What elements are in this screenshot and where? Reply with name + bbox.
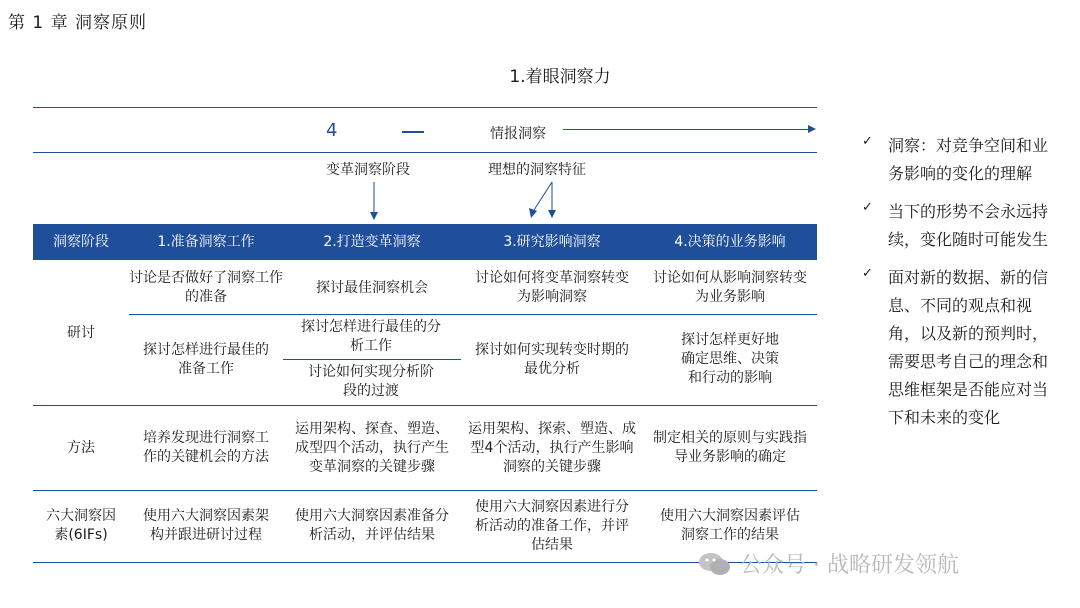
table-cell: 培养发现进行洞察工作的关键机会的方法 [143,430,269,465]
cell-divider [283,359,461,360]
banner-arrow-line [563,129,809,130]
table-cell: 讨论是否做好了洞察工作的准备 [129,270,283,305]
table-cell: 制定相关的原则与实践指导业务影响的确定 [653,430,807,465]
watermark [698,548,959,579]
check-icon: ✓ [862,200,873,215]
arrow-right-icon [808,125,816,133]
check-icon: ✓ [862,266,873,281]
table-cell: 探讨怎样更好地确定思维、决策和行动的影响 [681,332,779,386]
check-icon: ✓ [862,134,873,149]
row-label-method: 方法 [67,439,95,456]
note-text: 当下的形势不会永远持续，变化随时可能发生 [888,202,1049,249]
down-arrows [360,180,560,222]
table-cell: 探讨最佳洞察机会 [316,279,428,296]
table-cell: 探讨如何实现转变时期的最优分析 [475,341,629,377]
table-cell: 探讨怎样进行最佳的准备工作 [143,341,269,377]
note-text: 洞察：对竞争空间和业务影响的变化的理解 [888,136,1049,183]
banner-bottom-line [33,152,817,153]
header-col3: 3.研究影响洞察 [503,234,601,250]
table-cell: 探讨怎样进行最佳的分析工作 [301,319,441,354]
header-col2: 2.打造变革洞察 [323,234,421,250]
chapter-heading: 第 1 章 洞察原则 [8,13,148,33]
table-cell: 使用六大洞察因素评估洞察工作的结果 [660,508,800,543]
header-stage: 洞察阶段 [53,234,109,250]
table-cell: 使用六大洞察因素架构并跟进研讨过程 [143,508,269,543]
table-cell: 使用六大洞察因素准备分析活动，并评估结果 [295,508,449,543]
row-label-discuss: 研讨 [67,324,95,341]
table-cell: 运用架构、探索、塑造、成型4个活动，执行产生影响洞察的关键步骤 [468,420,636,475]
page-title: 1.着眼洞察力 [509,67,611,87]
table-cell: 讨论如何实现分析阶段的过渡 [308,364,434,399]
arrow-label-stage: 变革洞察阶段 [326,162,410,178]
note-text: 面对新的数据、新的信息、不同的观点和视角，以及新的预判时，需要思考自己的理念和思维框架是否能应对当下和未来的变化 [888,268,1049,427]
row-label-six-factors: 六大洞察因素(6IFs) [46,508,116,543]
table-cell: 使用六大洞察因素进行分析活动的准备工作，并评估结果 [475,498,629,553]
table-cell: 讨论如何从影响洞察转变为业务影响 [653,270,807,305]
watermark-text: 公众号 · 战略研发领航 [740,553,959,578]
banner-top-line [33,107,817,108]
note-item [858,132,1058,188]
table-cell: 讨论如何将变革洞察转变为影响洞察 [475,270,629,305]
header-col4: 4.决策的业务影响 [674,234,786,250]
note-item [858,198,1058,254]
notes-list [858,132,1058,442]
banner-number: 4 [326,120,338,141]
banner-dash [402,131,424,133]
banner-label: 情报洞察 [490,126,546,142]
table-cell: 运用架构、探查、塑造、成型四个活动，执行产生变革洞察的关键步骤 [295,420,449,475]
arrow-label-feature: 理想的洞察特征 [488,162,586,178]
wechat-icon [698,551,732,577]
note-item [858,264,1058,432]
header-col1: 1.准备洞察工作 [157,234,255,250]
table-header [33,224,817,260]
